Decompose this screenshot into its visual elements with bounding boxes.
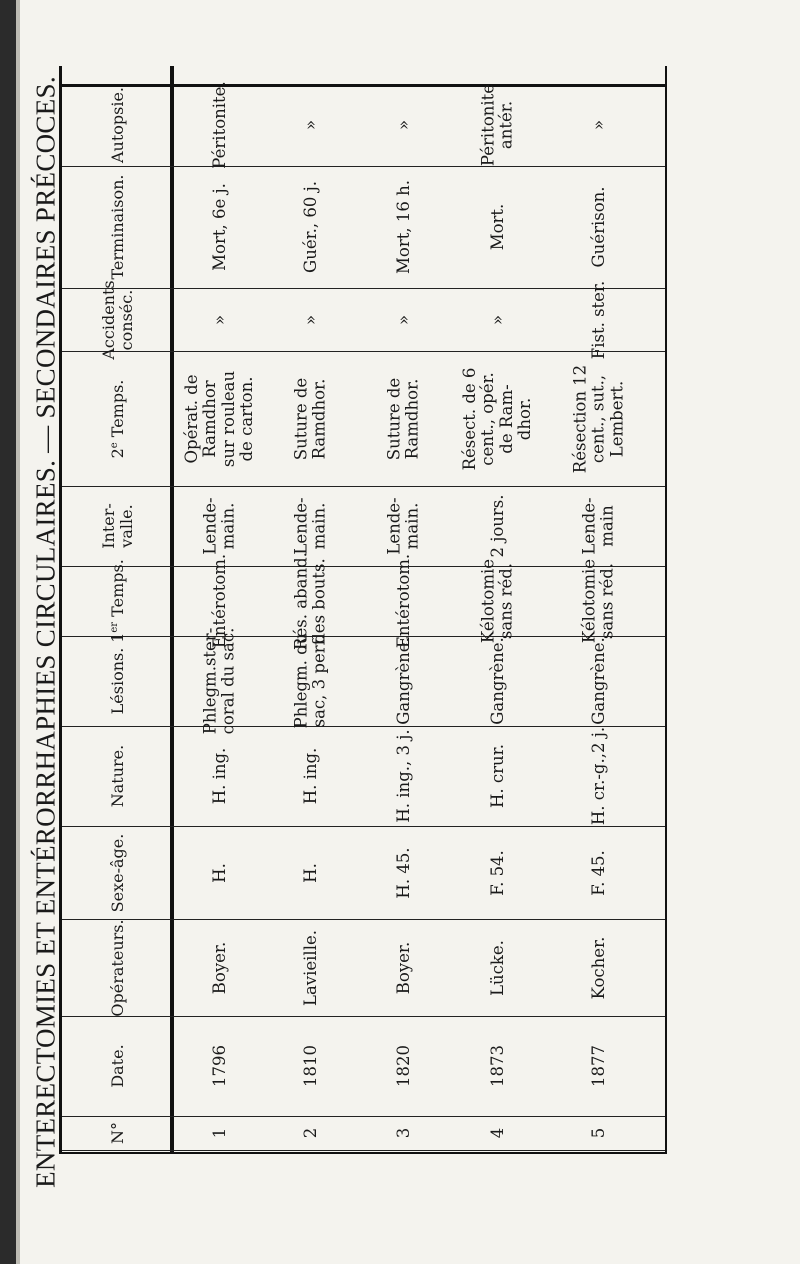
cell-text: Péritonite antér. bbox=[478, 83, 516, 167]
header-text: Terminaison. bbox=[108, 174, 128, 280]
cell-text: » bbox=[393, 119, 413, 131]
cell-premier_temps-row-2 bbox=[264, 552, 357, 650]
cell-text: 1873 bbox=[487, 1045, 507, 1087]
cell-premier_temps-row-1 bbox=[175, 553, 264, 649]
header-text: Sexe-âge. bbox=[108, 833, 128, 912]
cell-text: 5 bbox=[588, 1127, 608, 1139]
cell-lesions-row-1 bbox=[175, 627, 264, 735]
cell-lesions-row-3 bbox=[357, 636, 451, 726]
header-premier_temps bbox=[68, 559, 168, 643]
cell-text: Mort, 6e j. bbox=[209, 183, 229, 271]
cell-text: Lavieille. bbox=[300, 929, 320, 1006]
cell-terminaison-row-2 bbox=[264, 166, 357, 288]
cell-accidents-row-5 bbox=[545, 280, 652, 359]
cell-text: Lende- main. bbox=[384, 497, 422, 555]
header-text: Inter- valle. bbox=[99, 503, 136, 549]
cell-nature-row-3 bbox=[357, 726, 451, 826]
cell-text: Boyer. bbox=[209, 941, 229, 994]
header-text: Opérateurs. bbox=[108, 918, 128, 1017]
cell-text: 1796 bbox=[209, 1045, 229, 1087]
cell-text: Lücke. bbox=[487, 939, 507, 996]
column-divider bbox=[62, 1150, 665, 1151]
cell-text: Entérotom. bbox=[209, 553, 229, 649]
cell-text: 1820 bbox=[393, 1045, 413, 1087]
cell-terminaison-row-4 bbox=[451, 166, 545, 288]
header-text: Accidents conséc. bbox=[99, 279, 136, 360]
cell-text: F. 45. bbox=[588, 849, 608, 896]
cell-date-row-2 bbox=[264, 1016, 357, 1116]
cell-date-row-5 bbox=[545, 1016, 652, 1116]
cell-intervalle-row-3 bbox=[357, 486, 451, 566]
header-text: Lésions. bbox=[108, 647, 128, 715]
cell-text: Péritonite. bbox=[209, 81, 229, 169]
cell-numero-row-1 bbox=[175, 1116, 264, 1150]
cell-text: H. ing. bbox=[209, 747, 229, 805]
cell-text: H. cr.-g.,2 j. bbox=[588, 726, 608, 826]
cell-terminaison-row-3 bbox=[357, 166, 451, 288]
cell-sexe_age-row-3 bbox=[357, 826, 451, 919]
cell-autopsie-row-3 bbox=[357, 84, 451, 166]
cell-numero-row-2 bbox=[264, 1116, 357, 1150]
cell-sexe_age-row-2 bbox=[264, 826, 357, 919]
cell-accidents-row-3 bbox=[357, 288, 451, 351]
cell-text: Kélotomie sans réd. bbox=[579, 558, 617, 644]
cell-terminaison-row-1 bbox=[175, 166, 264, 288]
table-bottom-rule bbox=[59, 1152, 667, 1154]
page-edge bbox=[16, 0, 20, 1264]
cell-second_temps-row-4 bbox=[451, 351, 545, 486]
cell-text: Guérison. bbox=[588, 186, 608, 268]
cell-intervalle-row-1 bbox=[175, 486, 264, 566]
cell-text: » bbox=[300, 119, 320, 131]
cell-text: H. bbox=[209, 862, 229, 883]
cell-text: 3 bbox=[393, 1127, 413, 1139]
cell-numero-row-4 bbox=[451, 1116, 545, 1150]
cell-operateurs-row-5 bbox=[545, 919, 652, 1016]
header-date bbox=[68, 1016, 168, 1116]
cell-text: Gangrène. bbox=[393, 637, 413, 725]
cell-autopsie-row-4 bbox=[451, 84, 545, 166]
cell-accidents-row-4 bbox=[451, 288, 545, 351]
cell-text: Gangrène. bbox=[588, 637, 608, 725]
cell-accidents-row-1 bbox=[175, 288, 264, 351]
cell-text: Résection 12 cent., sut., Lembert. bbox=[569, 364, 626, 473]
cell-text: Guér., 60 j. bbox=[300, 181, 320, 273]
cell-text: » bbox=[209, 314, 229, 325]
cell-date-row-4 bbox=[451, 1016, 545, 1116]
cell-text: Résect. de 6 cent., opér. de Ram- dhor. bbox=[460, 367, 535, 470]
cell-text: H. ing., 3 j. bbox=[393, 729, 413, 823]
cell-premier_temps-row-4 bbox=[451, 558, 545, 644]
cell-second_temps-row-1 bbox=[175, 351, 264, 486]
cell-text: » bbox=[588, 119, 608, 131]
cell-text: Fist. ster. bbox=[588, 280, 608, 359]
cell-text: Rés. aband. des bouts. bbox=[291, 552, 329, 650]
cell-second_temps-row-5 bbox=[545, 351, 652, 486]
cell-text: Phlegm. du sac, 3 perf. bbox=[291, 633, 329, 729]
cell-autopsie-row-2 bbox=[264, 84, 357, 166]
header-operateurs bbox=[68, 919, 168, 1016]
cell-text: Phlegm.ster- coral du sac. bbox=[200, 627, 238, 735]
cell-text: Kélotomie sans réd. bbox=[478, 558, 516, 644]
cell-text: Suture de Ramdhor. bbox=[291, 377, 329, 460]
cell-text: » bbox=[487, 314, 507, 325]
cell-text: H. ing. bbox=[300, 747, 320, 805]
header-text: Nature. bbox=[108, 744, 128, 808]
cell-text: Mort, 16 h. bbox=[393, 180, 413, 274]
cell-lesions-row-4 bbox=[451, 636, 545, 726]
cell-text: Lende- main. bbox=[291, 497, 329, 555]
cell-intervalle-row-2 bbox=[264, 486, 357, 566]
cell-second_temps-row-2 bbox=[264, 351, 357, 486]
cell-text: Mort. bbox=[487, 203, 507, 251]
cell-sexe_age-row-5 bbox=[545, 826, 652, 919]
cell-text: H. bbox=[300, 862, 320, 883]
header-second_temps bbox=[68, 351, 168, 486]
header-sexe_age bbox=[68, 826, 168, 919]
cell-second_temps-row-3 bbox=[357, 351, 451, 486]
cell-text: 1 bbox=[209, 1127, 229, 1139]
cell-terminaison-row-5 bbox=[545, 166, 652, 288]
cell-text: 1877 bbox=[588, 1045, 608, 1087]
cell-text: Boyer. bbox=[393, 941, 413, 994]
cell-date-row-1 bbox=[175, 1016, 264, 1116]
cell-operateurs-row-1 bbox=[175, 919, 264, 1016]
cell-premier_temps-row-3 bbox=[357, 553, 451, 649]
cell-sexe_age-row-1 bbox=[175, 826, 264, 919]
header-lesions bbox=[68, 636, 168, 726]
page-header-text: ENTERECTOMIES ET ENTÉRORRHAPHIES CIRCULAIRES. — SECONDAIRES PRÉCOCES. bbox=[30, 76, 61, 1188]
cell-nature-row-2 bbox=[264, 726, 357, 826]
cell-text: Opérat. de Ramdhor sur rouleau de carton. bbox=[181, 370, 256, 467]
cell-intervalle-row-4 bbox=[451, 486, 545, 566]
header-intervalle bbox=[68, 486, 168, 566]
cell-operateurs-row-2 bbox=[264, 919, 357, 1016]
cell-sexe_age-row-4 bbox=[451, 826, 545, 919]
cell-numero-row-3 bbox=[357, 1116, 451, 1150]
cell-text: 4 bbox=[487, 1127, 507, 1139]
cell-text: F. 54. bbox=[487, 849, 507, 896]
header-text: Date. bbox=[108, 1044, 128, 1088]
cell-text: Kocher. bbox=[588, 936, 608, 999]
cell-text: » bbox=[393, 314, 413, 325]
cell-nature-row-1 bbox=[175, 726, 264, 826]
header-terminaison bbox=[68, 166, 168, 288]
cell-text: 2 jours. bbox=[487, 494, 507, 558]
header-separator bbox=[170, 66, 174, 1152]
header-text: N° bbox=[108, 1122, 128, 1144]
cell-nature-row-5 bbox=[545, 726, 652, 826]
cell-operateurs-row-3 bbox=[357, 919, 451, 1016]
cell-premier_temps-row-5 bbox=[545, 558, 652, 644]
cell-accidents-row-2 bbox=[264, 288, 357, 351]
cell-text: Suture de Ramdhor. bbox=[384, 377, 422, 460]
cell-operateurs-row-4 bbox=[451, 919, 545, 1016]
cell-nature-row-4 bbox=[451, 726, 545, 826]
data-table bbox=[59, 66, 667, 1152]
cell-autopsie-row-1 bbox=[175, 81, 264, 169]
header-text: Autopsie. bbox=[108, 86, 128, 164]
book-binding bbox=[0, 0, 16, 1264]
cell-text: 2 bbox=[300, 1127, 320, 1139]
cell-text: » bbox=[300, 314, 320, 325]
header-accidents bbox=[68, 279, 168, 360]
cell-intervalle-row-5 bbox=[545, 486, 652, 566]
cell-lesions-row-5 bbox=[545, 636, 652, 726]
cell-text: H. 45. bbox=[393, 846, 413, 899]
cell-text: Lende- main. bbox=[200, 497, 238, 555]
header-nature bbox=[68, 726, 168, 826]
cell-text: 1810 bbox=[300, 1045, 320, 1087]
cell-text: Gangrène. bbox=[487, 637, 507, 725]
header-text: 1er Temps. bbox=[108, 559, 128, 643]
cell-text: Entérotom. bbox=[393, 553, 413, 649]
header-numero bbox=[68, 1116, 168, 1150]
cell-numero-row-5 bbox=[545, 1116, 652, 1150]
header-text: 2e Temps. bbox=[108, 379, 128, 458]
cell-text: Lende- main bbox=[579, 497, 617, 555]
cell-text: H. crur. bbox=[487, 744, 507, 808]
cell-autopsie-row-5 bbox=[545, 84, 652, 166]
header-autopsie bbox=[68, 84, 168, 166]
cell-date-row-3 bbox=[357, 1016, 451, 1116]
